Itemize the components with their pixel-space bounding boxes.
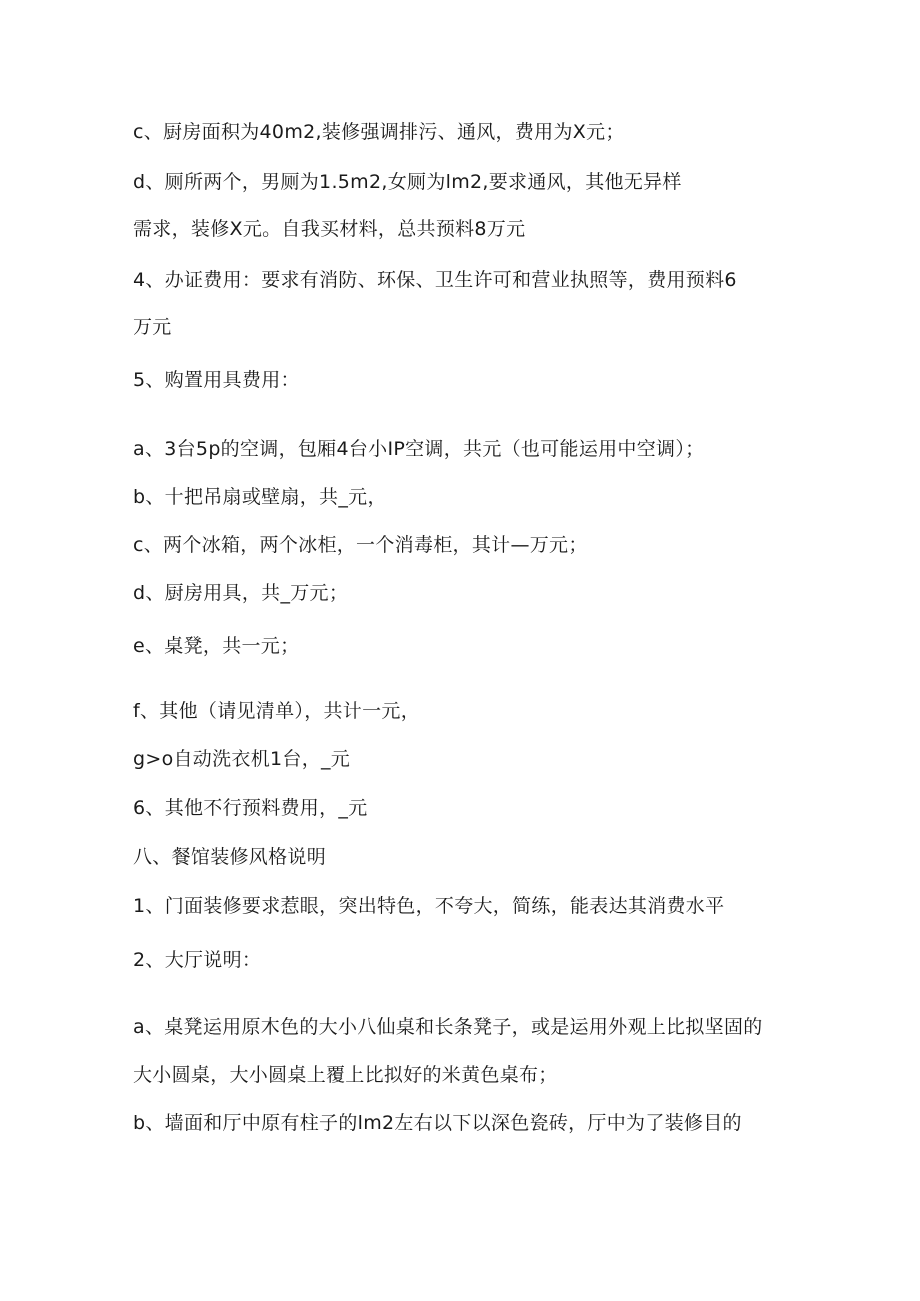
text-line: d、厕所两个，男厕为1.5m2,女厕为lm2,要求通风，其他无异样 (133, 171, 682, 193)
text-line: c、两个冰箱，两个冰柜，一个消毒柜，其计—万元； (133, 534, 588, 556)
text-line: 需求，装修X元。自我买材料，总共预料8万元 (133, 218, 526, 240)
text-line: 6、其他不行预料费用，_元 (133, 797, 368, 819)
text-line: 大小圆桌，大小圆桌上覆上比拟好的米黄色桌布； (133, 1064, 558, 1086)
text-line: b、墙面和厅中原有柱子的lm2左右以下以深色瓷砖，厅中为了装修目的 (133, 1112, 742, 1134)
text-line: 4、办证费用：要求有消防、环保、卫生许可和营业执照等，费用预料6 (133, 269, 737, 291)
text-line: f、其他（请见清单），共计一元， (133, 700, 420, 722)
text-line: a、3台5p的空调，包厢4台小IP空调，共元（也可能运用中空调）； (133, 438, 705, 460)
section-heading: 5、购置用具费用： (133, 369, 300, 391)
section-heading: 八、餐馆装修风格说明 (133, 846, 327, 868)
text-line: c、厨房面积为40m2,装修强调排污、通风，费用为X元； (133, 121, 625, 143)
text-line: b、十把吊扇或壁扇，共_元， (133, 486, 387, 508)
text-line: e、桌凳，共一元； (133, 635, 300, 657)
text-line: a、桌凳运用原木色的大小八仙桌和长条凳子，或是运用外观上比拟坚固的 (133, 1016, 763, 1038)
text-line: 万元 (133, 316, 172, 338)
text-line: g>o自动洗衣机1台，_元 (133, 748, 351, 770)
text-line: 1、门面装修要求惹眼，突出特色，不夸大，简练，能表达其消费水平 (133, 895, 725, 917)
section-heading: 2、大厅说明： (133, 949, 262, 971)
text-line: d、厨房用具，共_万元； (133, 582, 349, 604)
